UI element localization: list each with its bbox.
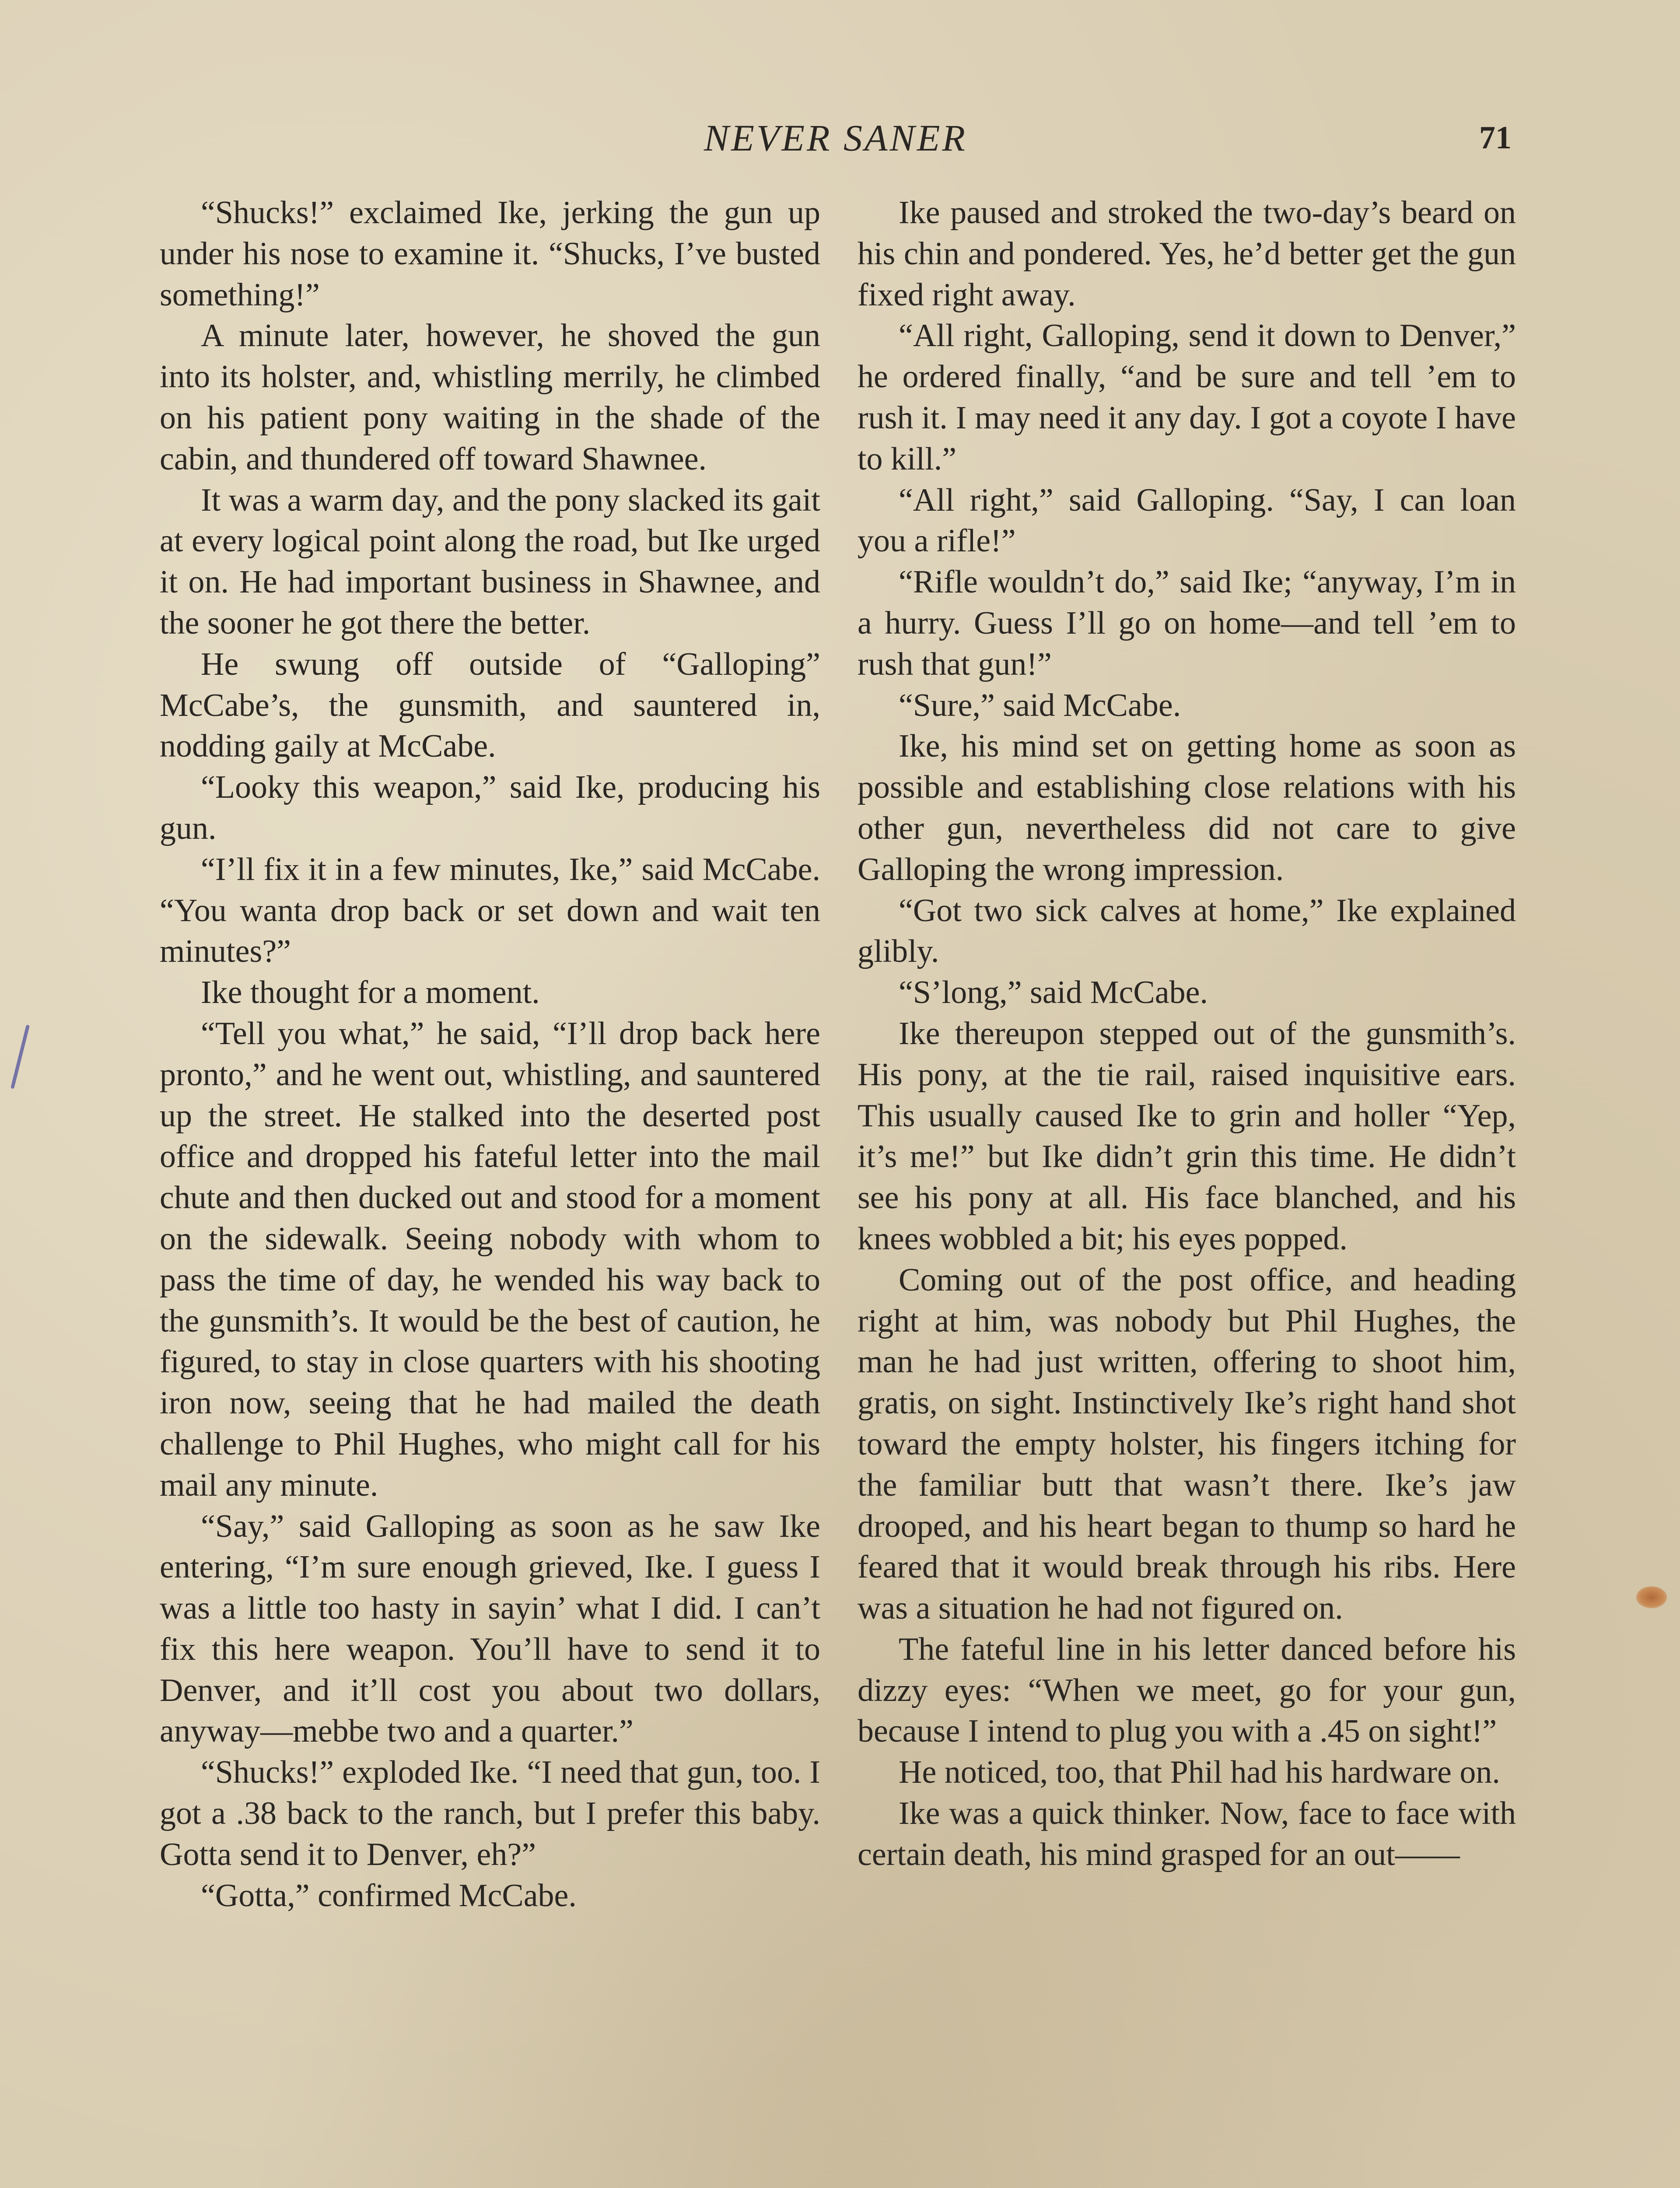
paragraph: “Tell you what,” he said, “I’ll drop back here pronto,” and he went out, whistling, and sauntered up the street. He stalked into the deserted post office and dropped his fateful letter into the mail chute and then ducked out and stood for a moment on the sidewalk. Seeing nobody with whom to pass the time of day, he wended his way back to the gunsmith’s. It would be the best of caution, he figured, to stay in close quarters with his shooting iron now, seeing that he had mailed the death challenge to Phil Hughes, who might call for his mail any minute. [160, 1015, 820, 1503]
left-text-column [160, 193, 820, 1916]
running-title: NEVER SANER [704, 117, 967, 159]
paragraph: “S’long,” said McCabe. [899, 975, 1208, 1011]
paragraph: Ike thought for a moment. [201, 975, 540, 1011]
paragraph: The fateful line in his letter danced before his dizzy eyes: “When we meet, go for your gun, because I intend to plug you with a .45 on sight!” [858, 1631, 1516, 1750]
paragraph: He noticed, too, that Phil had his hardware on. [899, 1754, 1500, 1791]
paragraph: “All right, Galloping, send it down to Denver,” he ordered finally, “and be sure and tell ’em to rush it. I may need it any day. I got a coyote I have to kill.” [858, 318, 1516, 477]
page-number: 71 [1479, 120, 1512, 156]
paragraph: It was a warm day, and the pony slacked its gait at every logical point along the road, but Ike urged it on. He had important business in Shawnee, and the sooner he got there the better. [160, 482, 820, 641]
paragraph: “Say,” said Galloping as soon as he saw Ike entering, “I’m sure enough grieved, Ike. I guess I was a little too hasty in sayin’ what I did. I can’t fix this here weapon. You’ll have to send it to Denver, and it’ll cost you about two dollars, anyway—mebbe two and a quarter.” [160, 1508, 820, 1750]
paragraph: “I’ll fix it in a few minutes, Ike,” said McCabe. “You wanta drop back or set down and wait ten minutes?” [160, 851, 820, 970]
paragraph: Ike paused and stroked the two-day’s beard on his chin and pondered. Yes, he’d better get the gun fixed right away. [858, 195, 1516, 313]
paper-stain [1636, 1586, 1667, 1608]
paragraph: A minute later, however, he shoved the gun into its holster, and, whistling merrily, he climbed on his patient pony waiting in the shade of the cabin, and thundered off toward Shawnee. [160, 318, 820, 477]
paragraph: “Gotta,” confirmed McCabe. [201, 1877, 577, 1914]
paragraph: He swung off outside of “Galloping” McCabe’s, the gunsmith, and sauntered in, nodding gaily at McCabe. [160, 646, 820, 764]
paragraph: “Sure,” said McCabe. [899, 687, 1181, 723]
right-text-column [858, 193, 1516, 1876]
paragraph: Coming out of the post office, and heading right at him, was nobody but Phil Hughes, the man he had just written, offering to shoot him, gratis, on sight. Instinctively Ike’s right hand shot toward the empty holster, his fingers itching for the familiar butt that wasn’t there. Ike’s jaw drooped, and his heart began to thump so hard he feared that it would break through his ribs. Here was a situation he had not figured on. [858, 1262, 1516, 1627]
paragraph: Ike thereupon stepped out of the gunsmith’s. His pony, at the tie rail, raised inquisitive ears. This usually caused Ike to grin and holler “Yep, it’s me!” but Ike didn’t grin this time. He didn’t see his pony at all. His face blanched, and his knees wobbled a bit; his eyes popped. [858, 1015, 1516, 1257]
page-header [160, 112, 1512, 164]
paragraph: “Looky this weapon,” said Ike, producing his gun. [160, 769, 820, 846]
paragraph: “Shucks!” exclaimed Ike, jerking the gun up under his nose to examine it. “Shucks, I’ve busted something!” [160, 195, 820, 313]
paragraph: “Got two sick calves at home,” Ike explained glibly. [858, 892, 1516, 970]
paragraph: Ike, his mind set on getting home as soon as possible and establishing close relations with his other gun, nevertheless did not care to give Galloping the wrong impression. [858, 728, 1516, 887]
pen-mark [10, 1024, 30, 1089]
paragraph: “Rifle wouldn’t do,” said Ike; “anyway, I’m in a hurry. Guess I’ll go on home—and tell ’em to rush that gun!” [858, 564, 1516, 682]
paragraph: “All right,” said Galloping. “Say, I can loan you a rifle!” [858, 482, 1516, 559]
paragraph: Ike was a quick thinker. Now, face to face with certain death, his mind grasped for an out—— [858, 1795, 1516, 1872]
paragraph: “Shucks!” exploded Ike. “I need that gun, too. I got a .38 back to the ranch, but I prefer this baby. Gotta send it to Denver, eh?” [160, 1754, 820, 1872]
